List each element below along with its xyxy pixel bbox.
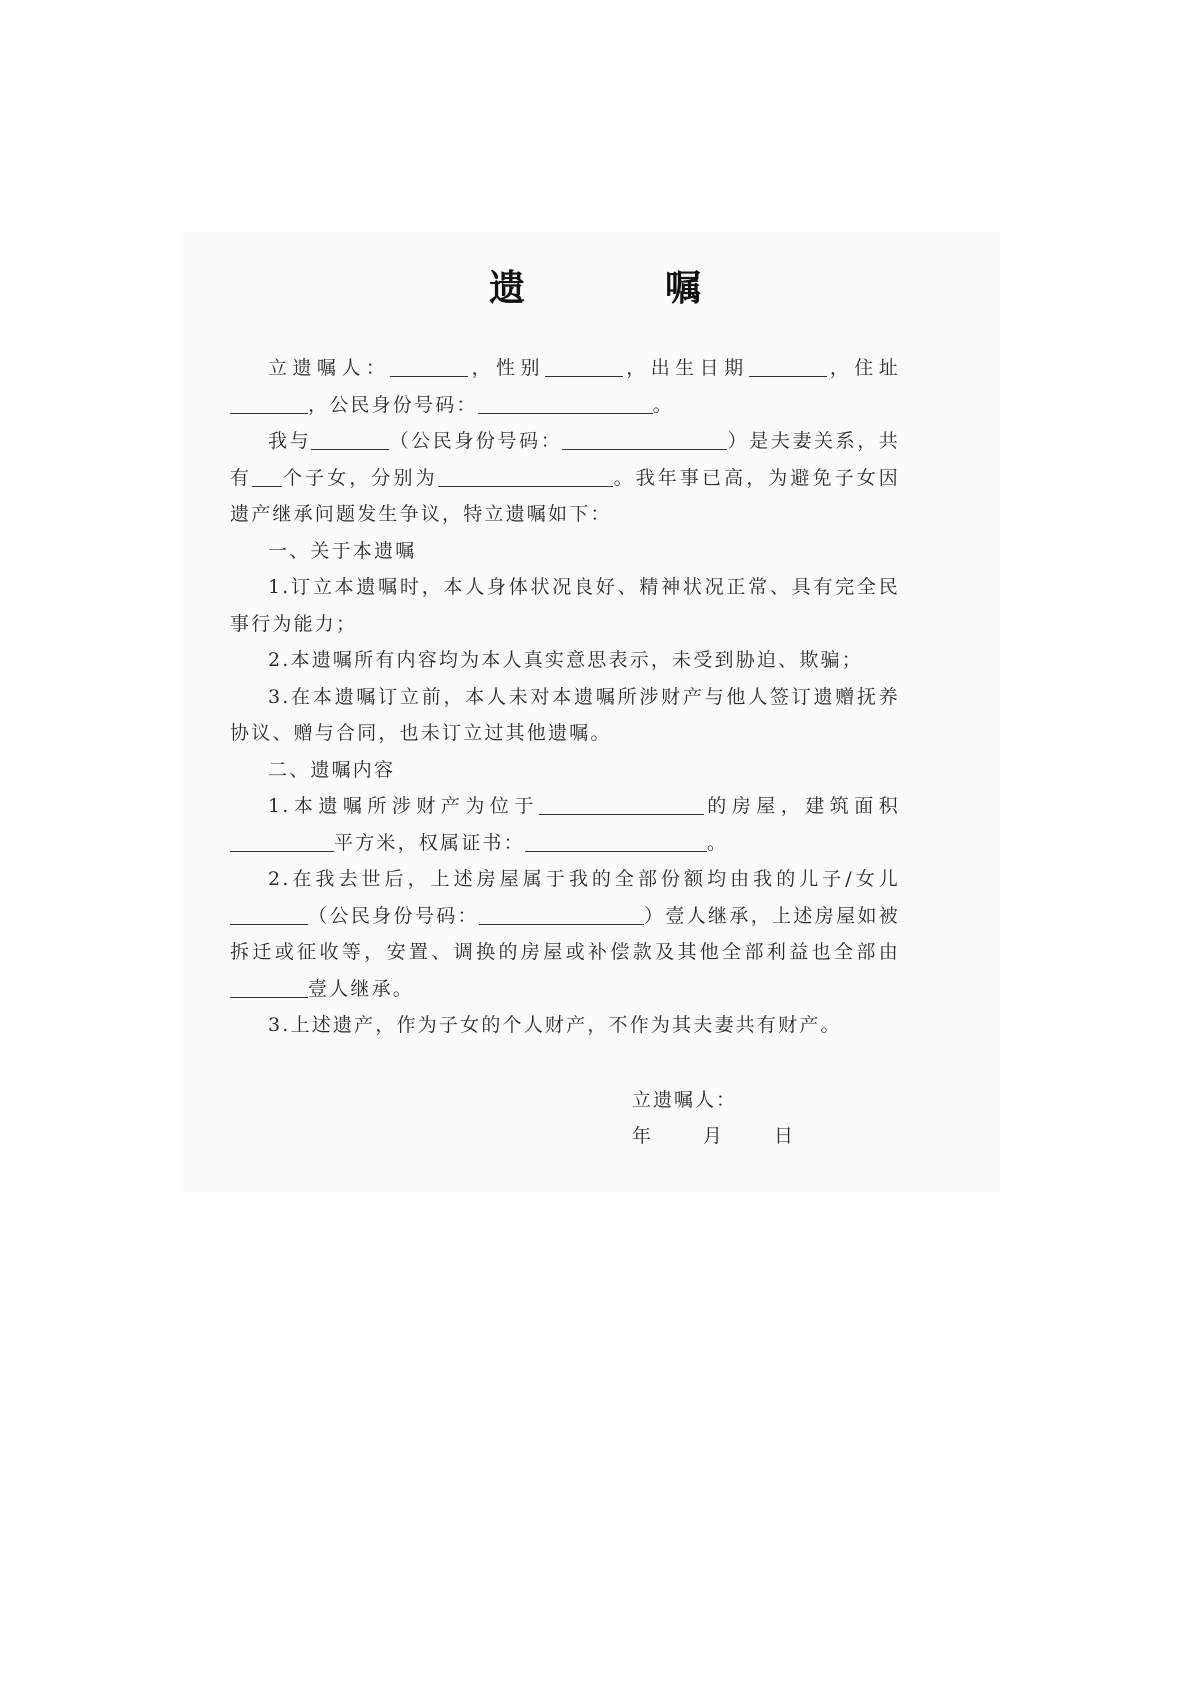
heir-id-label: （公民身份号码：: [308, 904, 479, 927]
birthdate-label: ，出生日期: [622, 357, 749, 379]
section1-item1: 1.订立本遗嘱时，本人身体状况良好、精神状况正常、具有完全民事行为能力；: [230, 576, 900, 635]
testator-info-paragraph: [230, 350, 900, 423]
signature-label: 立遗嘱人：: [632, 1089, 738, 1111]
inheritance-text: ）壹人继承，上述房屋如被拆迁或征收等，安置、调换的房屋或补偿款及其他全部利益也全部由: [230, 904, 900, 963]
address-label: ，住址: [826, 357, 900, 379]
heir-label: 2.在我去世后，上述房屋属于我的全部份额均由我的儿子/女儿: [268, 868, 900, 890]
signature-block: [632, 1082, 795, 1154]
section1-item2: 2.本遗嘱所有内容均为本人真实意思表示，未受到胁迫、欺骗；: [268, 649, 863, 671]
period: 。: [706, 831, 729, 854]
spouse-label: 我与: [268, 430, 312, 452]
area-label: 的房屋，建筑面积: [703, 795, 900, 817]
section1-item3: 3.在本遗嘱订立前，本人未对本遗嘱所涉财产与他人签订遗赠抚养协议、赠与合同，也未订立过其他遗嘱。: [230, 685, 900, 744]
spouse-name-blank[interactable]: [311, 429, 389, 450]
document-title: 遗 嘱: [488, 267, 753, 309]
spouse-paragraph: [230, 423, 900, 533]
testator-name-blank[interactable]: [390, 356, 468, 377]
children-count-label: ）是夫妻关系，共有: [230, 430, 901, 489]
sole-inheritance-text: 壹人继承。: [308, 977, 415, 1000]
testator-label: 立遗嘱人：: [268, 357, 391, 379]
property-location-label: 1.本遗嘱所涉财产为位于: [268, 795, 539, 817]
gender-blank[interactable]: [545, 356, 623, 377]
spouse-id-blank[interactable]: [562, 429, 727, 450]
section2-item2: [230, 861, 900, 1007]
address-blank[interactable]: [230, 393, 308, 414]
area-blank[interactable]: [230, 831, 334, 852]
date-line: [632, 1118, 795, 1154]
property-location-blank[interactable]: [539, 794, 704, 815]
month-label: 月: [703, 1125, 725, 1147]
document-body: [230, 350, 900, 1044]
certificate-blank[interactable]: [525, 831, 707, 852]
section2-heading: 二、遗嘱内容: [268, 758, 396, 781]
heir-name-blank-2[interactable]: [230, 977, 308, 998]
spouse-id-label: （公民身份号码：: [389, 430, 563, 452]
purpose-text: 。我年事已高，为避免子女因遗产继承问题发生争议，特立遗嘱如下：: [230, 466, 900, 525]
section2-item1: [230, 788, 900, 861]
id-number-label: ，公民身份号码：: [308, 393, 478, 416]
birthdate-blank[interactable]: [749, 356, 827, 377]
section2-item3: 3.上述遗产，作为子女的个人财产，不作为其夫妻共有财产。: [268, 1014, 842, 1036]
id-number-blank[interactable]: [478, 393, 653, 414]
certificate-label: 平方米，权属证书：: [334, 831, 525, 854]
children-names-blank[interactable]: [438, 466, 613, 487]
children-names-label: 个子女，分别为: [282, 466, 438, 489]
heir-id-blank[interactable]: [479, 904, 644, 925]
day-label: 日: [774, 1125, 796, 1147]
gender-label: ，性别: [468, 357, 545, 379]
year-label: 年: [632, 1125, 654, 1147]
period: 。: [652, 393, 674, 416]
heir-name-blank[interactable]: [230, 904, 308, 925]
children-count-blank[interactable]: [252, 466, 282, 487]
section1-heading: 一、关于本遗嘱: [268, 539, 417, 562]
